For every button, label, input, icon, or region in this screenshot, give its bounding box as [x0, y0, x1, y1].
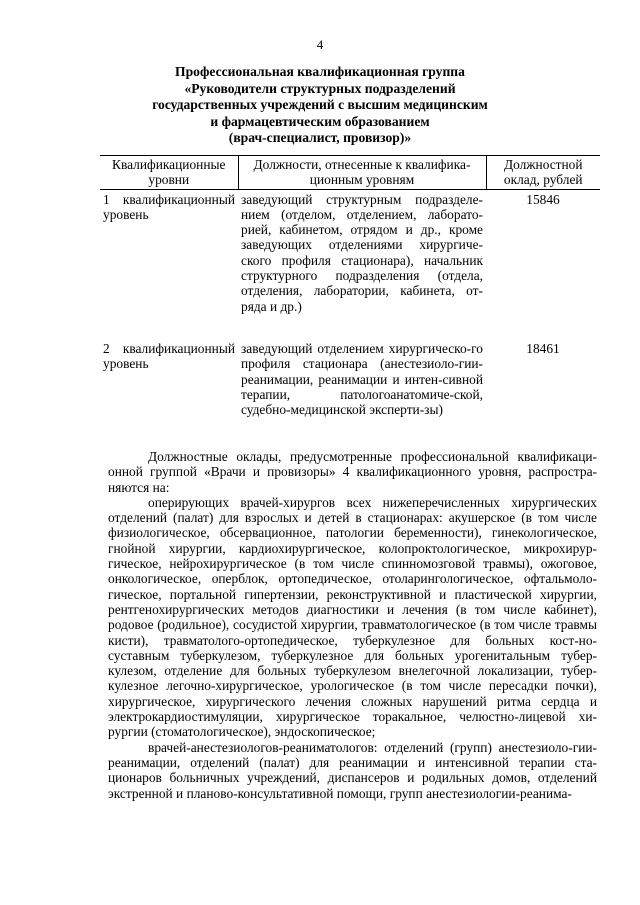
header-salary: Должностной оклад, рублей	[486, 156, 600, 190]
header-qualification-levels: Квалификационные уровни	[100, 156, 238, 190]
table-row	[100, 189, 600, 314]
table-row	[100, 339, 600, 417]
positions-cell: заведующий отделением хирургическо-го профиля стационара (анестезиоло-гии-реанимации, реанимации и интен-сивной терапии, патологоанатомиче-ской, судебно-медицинской эксперти-зы)	[241, 340, 483, 418]
positions-cell: заведующий структурным подразделе-нием (отделом, отделением, лаборато-рией, кабинетом, отрядом и др., кроме заведующих отделениями хирургиче-ского профиля стационара), начальник структурного подразделения (отдела, отделения, лаборатории, кабинета, от-ряда и др.)	[241, 191, 483, 314]
level-cell: 1 квалификационный уровень	[103, 191, 235, 222]
page-number: 4	[316, 37, 324, 52]
heading-line: государственных учреждений с высшим медицинским	[152, 97, 488, 112]
salary-cell: 15846	[526, 191, 560, 207]
table-header-row	[100, 156, 600, 190]
body-paragraph: врачей-анестезиологов-реаниматологов: отделений (групп) анестезиоло-гии-реанимации, отделений (палат) для реанимации и интенсивной терапии ста-ционаров больничных учреждений, диспансеров и родильных домов, отделений экстренной и планово-консультативной помощи, групп анестезиологии-реанима-	[108, 739, 597, 801]
body-text	[108, 449, 597, 801]
qualification-levels-table	[100, 155, 600, 417]
heading-line: и фармацевтическим образованием	[210, 113, 430, 129]
heading-line: Профессиональная квалификационная группа	[175, 64, 465, 79]
body-paragraph: оперирующих врачей-хирургов всех нижеперечисленных хирургических отделений (палат) для взрослых и детей в стационарах: акушерское (в том числе физиологическое, обсервационное, патологии беременности), гинекологическое, гнойной хирургии, кардиохирургическое, колопроктологическое, микрохирур-гическое, нейрохирургическое (в том числе спинномозговой травмы), ожоговое, онкологическое, оперблок, ортопедическое, отоларингологическое, офтальмоло-гическое, портальной гипертензии, реконструктивной и пластической хирургии, рентгенохирургических методов диагностики и лечения (в том числе кабинет), родовое (родильное), сосудистой хирургии, травматологическое (в том числе травмы кисти), травматолого-ортопедическое, туберкулезное для больных кост-но-суставным туберкулезом, туберкулезное для больных урогенитальным тубер-кулезом, отделение для больных туберкулезом внелегочной локализации, тубер-кулезное легочно-хирургическое, урологическое (в том числе пересадки почки), хирургическое, хирургического лечения сложных нарушений ритма сердца и электрокардиостимуляции, хирургическое торакальное, челюстно-лицевой хи-рургии (стоматологическое), эндоскопическое;	[108, 494, 597, 740]
qualification-group-heading	[90, 64, 550, 147]
heading-line: «Руководители структурных подразделений	[184, 80, 456, 96]
heading-line: (врач-специалист, провизор)»	[228, 130, 412, 145]
header-positions: Должности, отнесенные к квалифика-ционным уровням	[238, 156, 486, 190]
salary-cell: 18461	[526, 340, 560, 356]
row-spacer	[100, 314, 600, 339]
level-cell: 2 квалификационный уровень	[103, 340, 235, 372]
body-paragraph: Должностные оклады, предусмотренные профессиональной квалификаци-онной группой «Врачи и провизоры» 4 квалификационного уровня, распростра-няются на:	[108, 449, 597, 495]
